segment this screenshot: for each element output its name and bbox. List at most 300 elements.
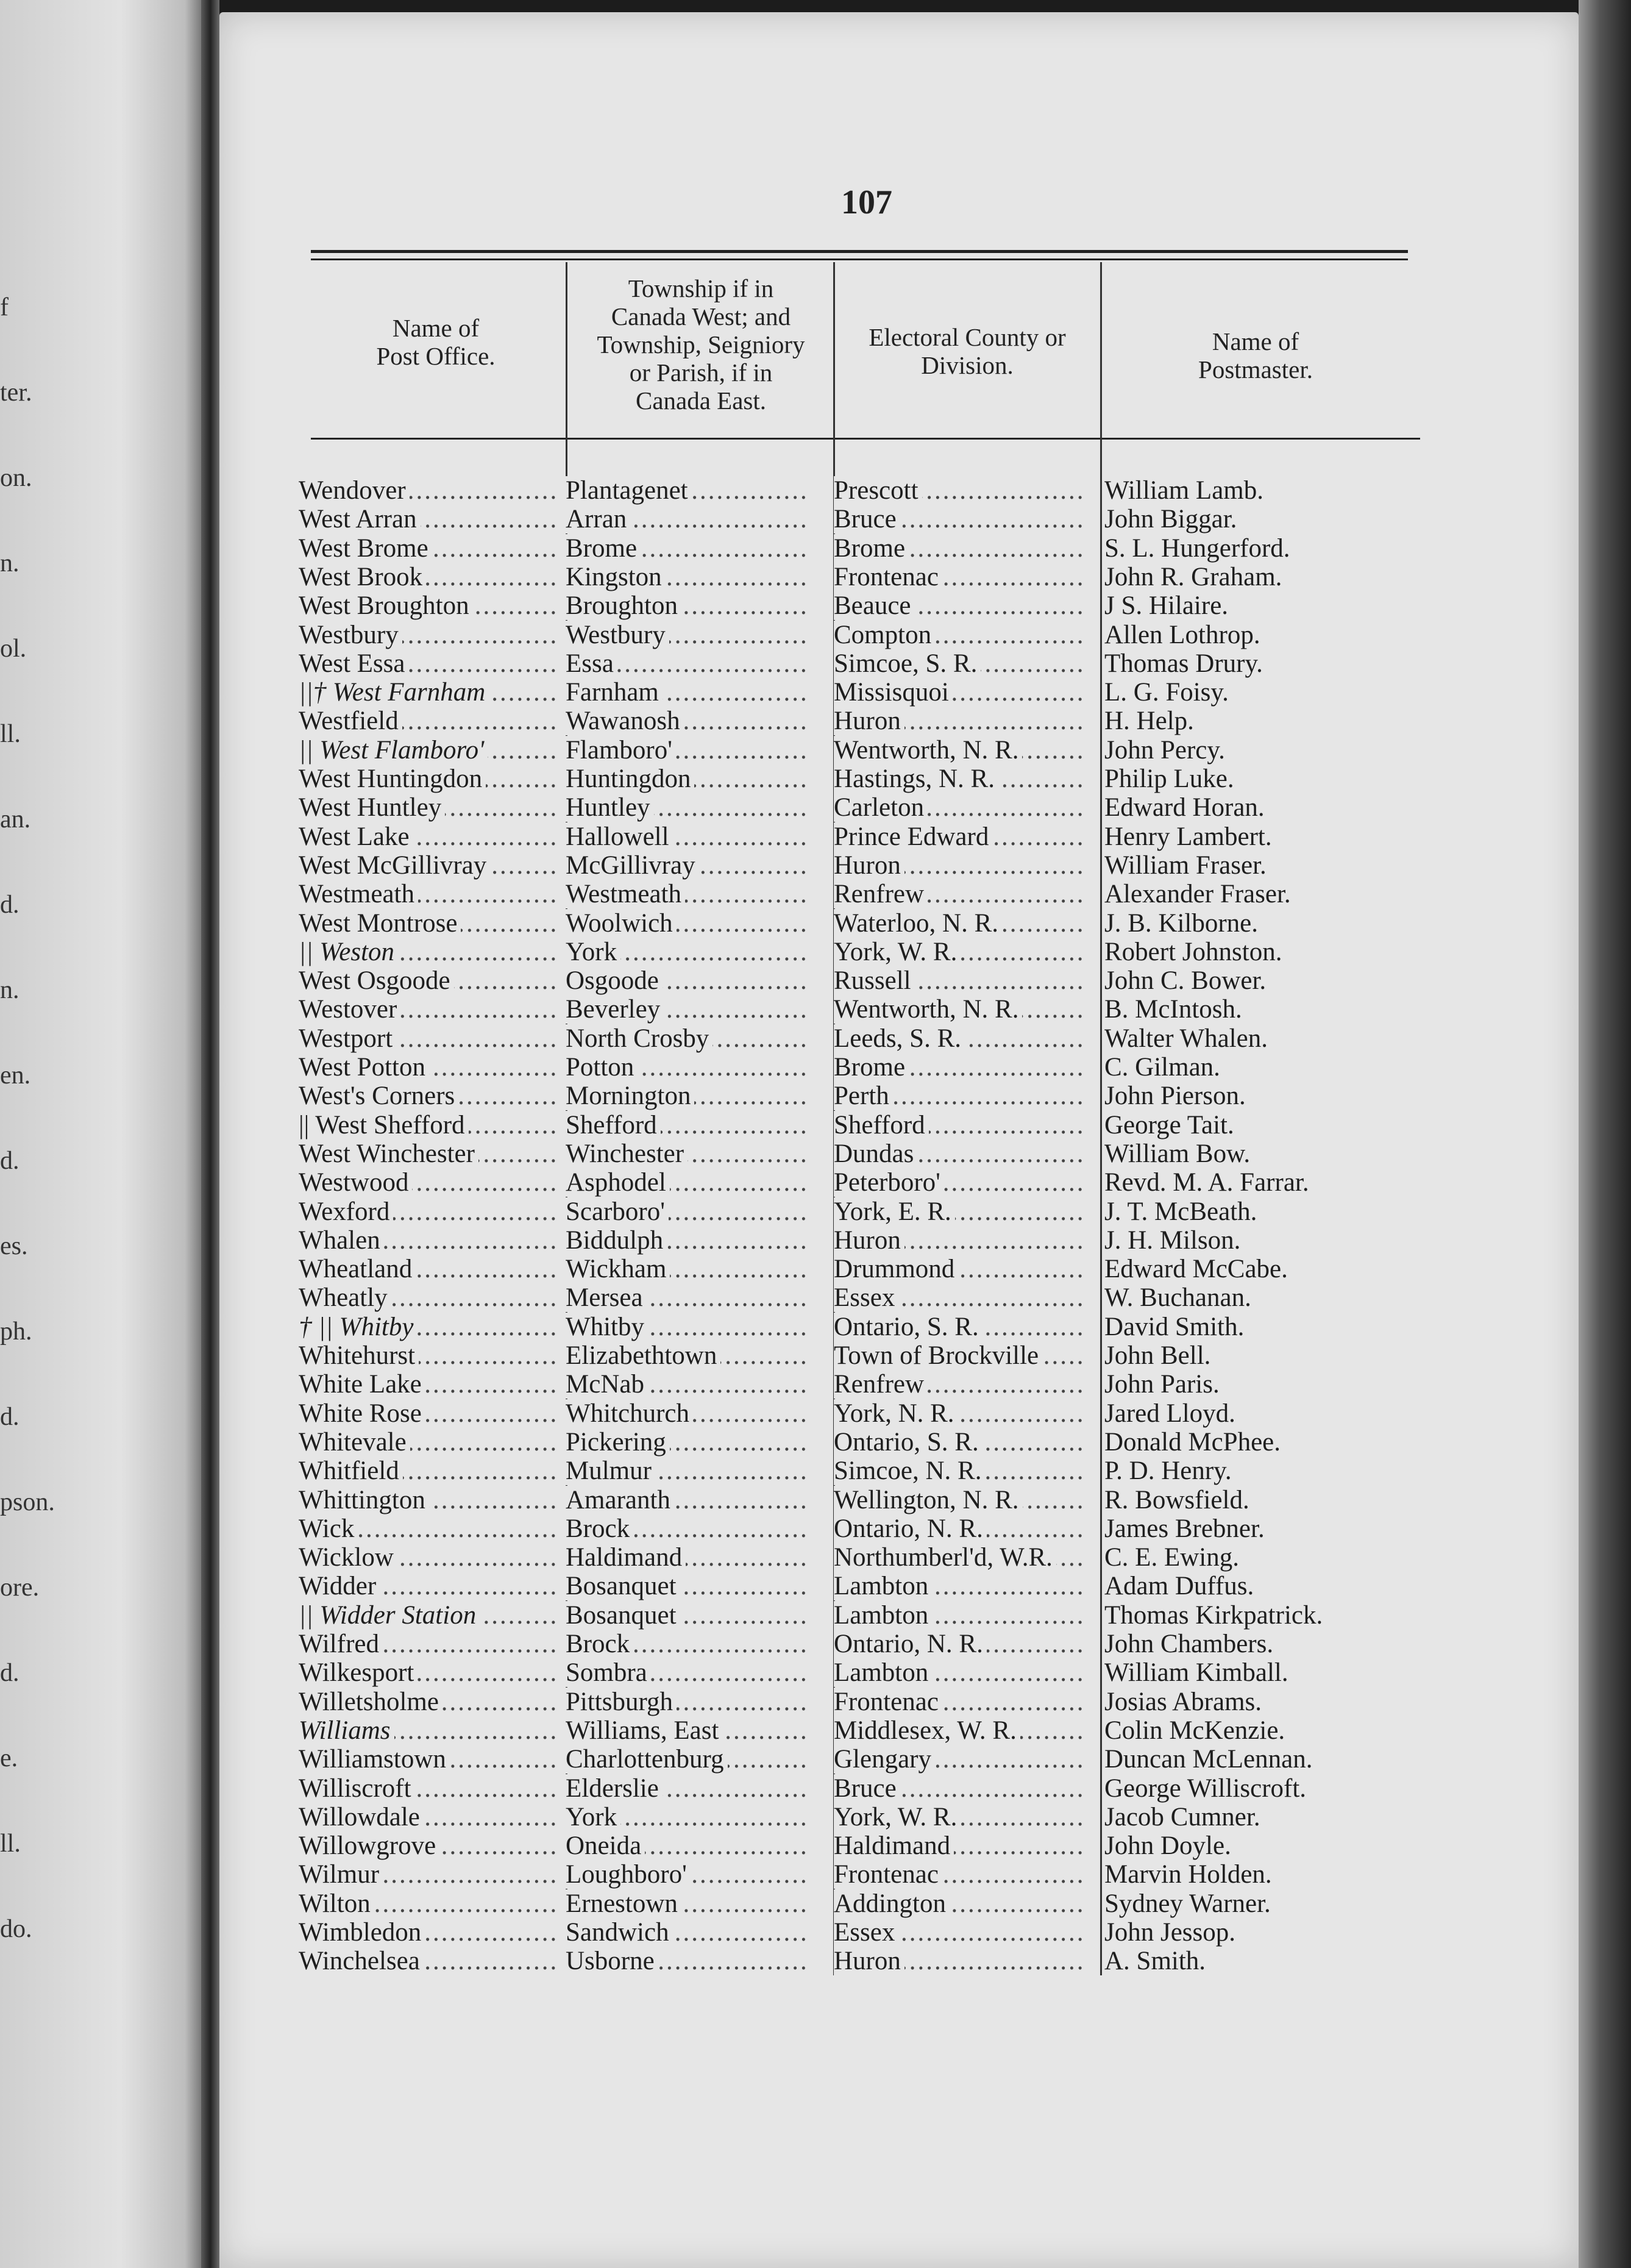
table-row (299, 1514, 1396, 1542)
electoral-county-cell (834, 1600, 1084, 1630)
table-row (299, 533, 1396, 562)
post-office-name-cell (299, 562, 558, 592)
postmaster-name: Revd. M. A. Farrar. (1104, 1168, 1313, 1197)
township-name-cell (566, 476, 809, 505)
electoral-county: York, W. R. (834, 1803, 961, 1831)
table-row (299, 1139, 1396, 1168)
electoral-county: Compton (834, 621, 935, 649)
township-name: Haldimand (566, 1543, 686, 1572)
post-office-name-cell (299, 1716, 558, 1746)
township-name: Sandwich (566, 1918, 673, 1947)
postmaster-name: John R. Graham. (1104, 563, 1285, 591)
postmaster-name: L. G. Foisy. (1104, 678, 1232, 707)
electoral-county-cell (834, 1687, 1084, 1717)
electoral-county: Frontenac (834, 1860, 942, 1889)
postmaster-name-cell (1104, 562, 1396, 592)
header-line: Division. (921, 351, 1014, 379)
table-row (299, 1658, 1396, 1686)
left-page-fragment: ll. (0, 1830, 21, 1858)
post-office-name-cell (299, 1917, 558, 1947)
post-office-name-cell (299, 1687, 558, 1717)
township-name-cell (566, 822, 809, 852)
electoral-county: Town of Brockville (834, 1341, 1042, 1370)
header-line: Name of (1212, 327, 1299, 355)
township-name: Williams, East (566, 1716, 722, 1745)
post-office-name-cell (299, 1399, 558, 1428)
township-name: Usborne (566, 1947, 658, 1975)
electoral-county-cell (834, 620, 1084, 650)
electoral-county-cell (834, 1831, 1084, 1861)
post-office-name: Williscroft (299, 1774, 415, 1803)
postmaster-name-cell (1104, 1658, 1396, 1688)
electoral-county: Drummond (834, 1255, 958, 1283)
township-name-cell (566, 1139, 809, 1169)
postmaster-name-cell (1104, 994, 1396, 1024)
post-office-name: West Winchester (299, 1139, 478, 1168)
postmaster-name-cell (1104, 1024, 1396, 1054)
township-name-cell (566, 1629, 809, 1659)
post-office-name: Wick (299, 1514, 358, 1543)
postmaster-name-cell (1104, 1283, 1396, 1313)
electoral-county: Renfrew (834, 880, 928, 908)
electoral-county: Huron (834, 1947, 904, 1975)
header-electoral-county (836, 323, 1098, 379)
township-name: Plantagenet (566, 476, 692, 505)
electoral-county-cell (834, 793, 1084, 822)
left-page-fragment: ll. (0, 720, 21, 748)
post-office-name: Wilmur (299, 1860, 383, 1889)
postmaster-name: William Fraser. (1104, 851, 1270, 880)
electoral-county-cell (834, 1312, 1084, 1342)
post-office-name-cell (299, 1774, 558, 1803)
table-row (299, 1254, 1396, 1283)
table-row (299, 1283, 1396, 1311)
postmaster-name: H. Help. (1104, 707, 1198, 735)
electoral-county: Huron (834, 1226, 904, 1255)
post-office-name: || West Flamboro' (299, 736, 488, 765)
township-name: Arran (566, 505, 630, 533)
postmaster-name: Donald McPhee. (1104, 1428, 1284, 1457)
postmaster-name: C. Gilman. (1104, 1053, 1224, 1082)
postmaster-name-cell (1104, 1168, 1396, 1197)
table-row (299, 1716, 1396, 1744)
postmaster-name: Jacob Cumner. (1104, 1803, 1264, 1831)
post-office-name-cell (299, 1110, 558, 1140)
township-name-cell (566, 533, 809, 563)
post-office-name-cell (299, 1542, 558, 1572)
postmaster-name: John C. Bower. (1104, 966, 1270, 995)
postmaster-name: P. D. Henry. (1104, 1457, 1235, 1485)
township-name-cell (566, 1542, 809, 1572)
post-office-name: Wendover (299, 476, 410, 505)
postmaster-name-cell (1104, 1399, 1396, 1428)
electoral-county: Bruce (834, 1774, 900, 1803)
postmaster-name: Colin McKenzie. (1104, 1716, 1288, 1745)
township-name: Brome (566, 534, 641, 563)
postmaster-name: C. E. Ewing. (1104, 1543, 1243, 1572)
postmaster-name-cell (1104, 1860, 1396, 1889)
post-office-name-cell (299, 994, 558, 1024)
header-line: Name of (392, 314, 480, 342)
post-office-name: West Potton (299, 1053, 429, 1082)
post-office-name-cell (299, 1456, 558, 1486)
post-office-name-cell (299, 1658, 558, 1688)
table-row (299, 1542, 1396, 1571)
postmaster-name: James Brebner. (1104, 1514, 1268, 1543)
electoral-county-cell (834, 1399, 1084, 1428)
township-name: Sombra (566, 1658, 651, 1687)
electoral-county: Leeds, S. R. (834, 1024, 965, 1053)
electoral-county-cell (834, 908, 1084, 938)
postmaster-name: Marvin Holden. (1104, 1860, 1276, 1889)
postmaster-name-cell (1104, 937, 1396, 967)
post-office-name: Westwood (299, 1168, 412, 1197)
electoral-county: Huron (834, 851, 904, 880)
postmaster-name-cell (1104, 1369, 1396, 1399)
electoral-county: Ontario, S. R. (834, 1313, 983, 1341)
postmaster-name-cell (1104, 1110, 1396, 1140)
township-name-cell (566, 1052, 809, 1082)
post-office-name: ||† West Farnham (299, 678, 489, 707)
table-row (299, 937, 1396, 966)
township-name-cell (566, 1485, 809, 1515)
electoral-county: Renfrew (834, 1370, 928, 1399)
left-page-fragment: ph. (0, 1318, 32, 1346)
table-row (299, 1052, 1396, 1081)
header-township (570, 274, 832, 415)
post-office-name: Williams (299, 1716, 394, 1745)
township-name: Westmeath (566, 880, 685, 908)
table-row (299, 1831, 1396, 1860)
postmaster-name: Thomas Kirkpatrick. (1104, 1601, 1326, 1630)
township-name: Winchester (566, 1139, 688, 1168)
post-office-name: || West Shefford (299, 1111, 469, 1139)
post-office-name: West Lake (299, 822, 413, 851)
township-name-cell (566, 1946, 809, 1976)
table-row (299, 764, 1396, 793)
post-office-name: Wexford (299, 1197, 393, 1226)
electoral-county: Lambton (834, 1601, 932, 1630)
township-name-cell (566, 1802, 809, 1832)
post-office-name: Whittington (299, 1486, 429, 1514)
electoral-county: Russell (834, 966, 915, 995)
postmaster-name-cell (1104, 1687, 1396, 1717)
table-row (299, 1081, 1396, 1110)
township-name-cell (566, 793, 809, 822)
post-office-name-cell (299, 1889, 558, 1919)
postmaster-name-cell (1104, 1744, 1396, 1774)
postmaster-name-cell (1104, 793, 1396, 822)
electoral-county-cell (834, 1860, 1084, 1889)
electoral-county-cell (834, 822, 1084, 852)
electoral-county-cell (834, 1254, 1084, 1284)
left-facing-page (0, 0, 201, 2268)
post-office-name-cell (299, 879, 558, 909)
electoral-county: Dundas (834, 1139, 917, 1168)
post-office-name-cell (299, 1369, 558, 1399)
electoral-county: Peterboro' (834, 1168, 944, 1197)
post-office-name-cell (299, 1168, 558, 1197)
postmaster-name-cell (1104, 908, 1396, 938)
postmaster-name: Duncan McLennan. (1104, 1745, 1316, 1774)
left-page-fragment: pson. (0, 1488, 55, 1516)
table-row (299, 966, 1396, 994)
postmaster-name: Jared Lloyd. (1104, 1399, 1239, 1428)
electoral-county-cell (834, 591, 1084, 621)
township-name: Elderslie (566, 1774, 663, 1803)
township-name-cell (566, 1312, 809, 1342)
electoral-county: Glengary (834, 1745, 935, 1774)
table-row (299, 1369, 1396, 1398)
township-name-cell (566, 1600, 809, 1630)
post-office-name-cell (299, 735, 558, 765)
page-number: 107 (841, 184, 892, 221)
township-name-cell (566, 620, 809, 650)
township-name: Pickering (566, 1428, 670, 1457)
left-page-fragment: ore. (0, 1574, 40, 1602)
electoral-county-cell (834, 1427, 1084, 1457)
post-office-name: Whitehurst (299, 1341, 419, 1370)
township-name-cell (566, 764, 809, 794)
township-name-cell (566, 677, 809, 707)
township-name-cell (566, 1225, 809, 1255)
post-office-name-cell (299, 1312, 558, 1342)
header-post-office (311, 314, 561, 370)
township-name: York (566, 938, 620, 966)
table-row (299, 1399, 1396, 1427)
post-office-name: White Lake (299, 1370, 425, 1399)
postmaster-name-cell (1104, 1456, 1396, 1486)
postmaster-name-cell (1104, 677, 1396, 707)
table-row (299, 591, 1396, 619)
electoral-county: Bruce (834, 505, 900, 533)
left-page-fragment: en. (0, 1061, 31, 1089)
electoral-county-cell (834, 1024, 1084, 1054)
postmaster-name-cell (1104, 1716, 1396, 1746)
township-name: Westbury (566, 621, 669, 649)
post-office-name: Wheatland (299, 1255, 416, 1283)
electoral-county: Frontenac (834, 563, 942, 591)
postmaster-name-cell (1104, 1600, 1396, 1630)
township-name: Biddulph (566, 1226, 667, 1255)
electoral-county-cell (834, 1946, 1084, 1976)
table-row (299, 1312, 1396, 1341)
township-name-cell (566, 879, 809, 909)
post-office-name-cell (299, 1600, 558, 1630)
table-row (299, 1168, 1396, 1196)
post-office-name-cell (299, 1860, 558, 1889)
postmaster-name: Robert Johnston. (1104, 938, 1285, 966)
left-page-fragment: e. (0, 1744, 18, 1772)
township-name-cell (566, 850, 809, 880)
electoral-county: Ontario, N. R. (834, 1514, 987, 1543)
table-row (299, 1629, 1396, 1658)
township-name-cell (566, 735, 809, 765)
postmaster-name-cell (1104, 966, 1396, 996)
electoral-county-cell (834, 1542, 1084, 1572)
postmaster-name: David Smith. (1104, 1313, 1248, 1341)
electoral-county: Middlesex, W. R. (834, 1716, 1020, 1745)
header-line: or Parish, if in (629, 358, 773, 387)
post-office-name-cell (299, 1052, 558, 1082)
electoral-county: Brome (834, 1053, 909, 1082)
township-name: Farnham (566, 678, 663, 707)
township-name-cell (566, 966, 809, 996)
township-name-cell (566, 1687, 809, 1717)
header-line: Township, Seigniory (597, 330, 805, 358)
postmaster-name: J S. Hilaire. (1104, 591, 1232, 620)
postmaster-name-cell (1104, 620, 1396, 650)
electoral-county-cell (834, 1456, 1084, 1486)
township-name-cell (566, 1254, 809, 1284)
post-office-name-cell (299, 1831, 558, 1861)
post-office-name: Westbury (299, 621, 402, 649)
table-row (299, 1197, 1396, 1225)
post-office-name-cell (299, 764, 558, 794)
post-office-name-cell (299, 504, 558, 534)
township-name: Mornington (566, 1082, 694, 1110)
township-name: Charlottenburg (566, 1745, 728, 1774)
postmaster-name-cell (1104, 706, 1396, 736)
township-name: Pittsburgh (566, 1688, 677, 1716)
township-name: Huntley (566, 793, 654, 822)
electoral-county-cell (834, 706, 1084, 736)
post-office-name: West Arran (299, 505, 421, 533)
postmaster-name: Philip Luke. (1104, 765, 1238, 793)
post-office-name: Westmeath (299, 880, 418, 908)
electoral-county: Simcoe, N. R. (834, 1457, 985, 1485)
township-name: Elizabethtown (566, 1341, 720, 1370)
left-page-fragment: d. (0, 891, 20, 919)
township-name: Asphodel (566, 1168, 670, 1197)
postmaster-name: George Tait. (1104, 1111, 1238, 1139)
township-name-cell (566, 1168, 809, 1197)
electoral-county-cell (834, 1571, 1084, 1601)
electoral-county: Brome (834, 534, 909, 563)
township-name: Flamboro' (566, 736, 676, 765)
postmaster-name: Adam Duffus. (1104, 1572, 1257, 1600)
postmaster-name-cell (1104, 1139, 1396, 1169)
post-office-name: Wilkesport (299, 1658, 418, 1687)
township-name: Bosanquet (566, 1601, 680, 1630)
township-name-cell (566, 591, 809, 621)
table-row (299, 1341, 1396, 1369)
township-name: Woolwich (566, 909, 677, 938)
township-name-cell (566, 1197, 809, 1227)
electoral-county: Hastings, N. R. (834, 765, 998, 793)
post-office-name: West Brook (299, 563, 426, 591)
electoral-county: Missisquoi (834, 678, 953, 707)
table-row (299, 1860, 1396, 1888)
post-office-name: West Broughton (299, 591, 473, 620)
post-office-name: Winchelsea (299, 1947, 424, 1975)
left-page-fragment: d. (0, 1147, 20, 1175)
postmaster-name: Walter Whalen. (1104, 1024, 1271, 1053)
post-office-name-cell (299, 476, 558, 505)
table-row (299, 1917, 1396, 1946)
left-page-fragment: f (0, 293, 9, 321)
electoral-county: Prescott (834, 476, 922, 505)
table-row (299, 735, 1396, 764)
postmaster-name: Josias Abrams. (1104, 1688, 1265, 1716)
post-office-name: White Rose (299, 1399, 425, 1428)
post-office-name-cell (299, 677, 558, 707)
township-name: Amaranth (566, 1486, 674, 1514)
township-name: York (566, 1803, 620, 1831)
electoral-county-cell (834, 1283, 1084, 1313)
post-office-name: Whitevale (299, 1428, 410, 1457)
township-name-cell (566, 1283, 809, 1313)
post-office-name-cell (299, 1225, 558, 1255)
post-office-name-cell (299, 1139, 558, 1169)
postmaster-name-cell (1104, 1542, 1396, 1572)
electoral-county-cell (834, 1168, 1084, 1197)
township-name-cell (566, 649, 809, 679)
postmaster-name: J. H. Milson. (1104, 1226, 1244, 1255)
township-name-cell (566, 1831, 809, 1861)
electoral-county-cell (834, 1197, 1084, 1227)
left-page-fragment: es. (0, 1232, 28, 1260)
table-row (299, 994, 1396, 1023)
post-office-name-cell (299, 1571, 558, 1601)
post-office-name-cell (299, 1283, 558, 1313)
post-office-name: West Essa (299, 649, 408, 678)
postmaster-name-cell (1104, 1917, 1396, 1947)
table-row (299, 1687, 1396, 1716)
left-page-fragment: d. (0, 1659, 20, 1687)
electoral-county: Essex (834, 1918, 898, 1947)
electoral-county-cell (834, 850, 1084, 880)
post-office-name: Wilton (299, 1889, 374, 1918)
postmaster-name-cell (1104, 879, 1396, 909)
electoral-county: Haldimand (834, 1831, 954, 1860)
postmaster-name-cell (1104, 1341, 1396, 1371)
electoral-county-cell (834, 1225, 1084, 1255)
electoral-county: Beauce (834, 591, 915, 620)
township-name: North Crosby (566, 1024, 712, 1053)
township-name: Bosanquet (566, 1572, 680, 1600)
electoral-county-cell (834, 649, 1084, 679)
township-name: Whitby (566, 1313, 648, 1341)
post-office-name: West Brome (299, 534, 432, 563)
table-row (299, 1774, 1396, 1802)
postmaster-name-cell (1104, 1312, 1396, 1342)
post-office-name: West Montrose (299, 909, 461, 938)
township-name-cell (566, 1744, 809, 1774)
township-name-cell (566, 1917, 809, 1947)
table-row (299, 1110, 1396, 1139)
electoral-county: York, N. R. (834, 1399, 958, 1428)
township-name-cell (566, 1860, 809, 1889)
table-row (299, 504, 1396, 533)
postmaster-name: S. L. Hungerford. (1104, 534, 1294, 563)
table-row (299, 562, 1396, 591)
township-name-cell (566, 908, 809, 938)
electoral-county-cell (834, 1917, 1084, 1947)
post-office-name-cell (299, 966, 558, 996)
post-office-name-cell (299, 1946, 558, 1976)
township-name-cell (566, 1716, 809, 1746)
postmaster-name-cell (1104, 850, 1396, 880)
post-office-name: West Osgoode (299, 966, 454, 995)
header-top-rule (311, 250, 1408, 253)
postmaster-name: William Lamb. (1104, 476, 1267, 505)
post-office-name: Wilfred (299, 1630, 383, 1658)
post-office-name-cell (299, 1341, 558, 1371)
table-row (299, 1889, 1396, 1917)
post-office-name: Wheatly (299, 1283, 391, 1312)
post-office-name-cell (299, 706, 558, 736)
